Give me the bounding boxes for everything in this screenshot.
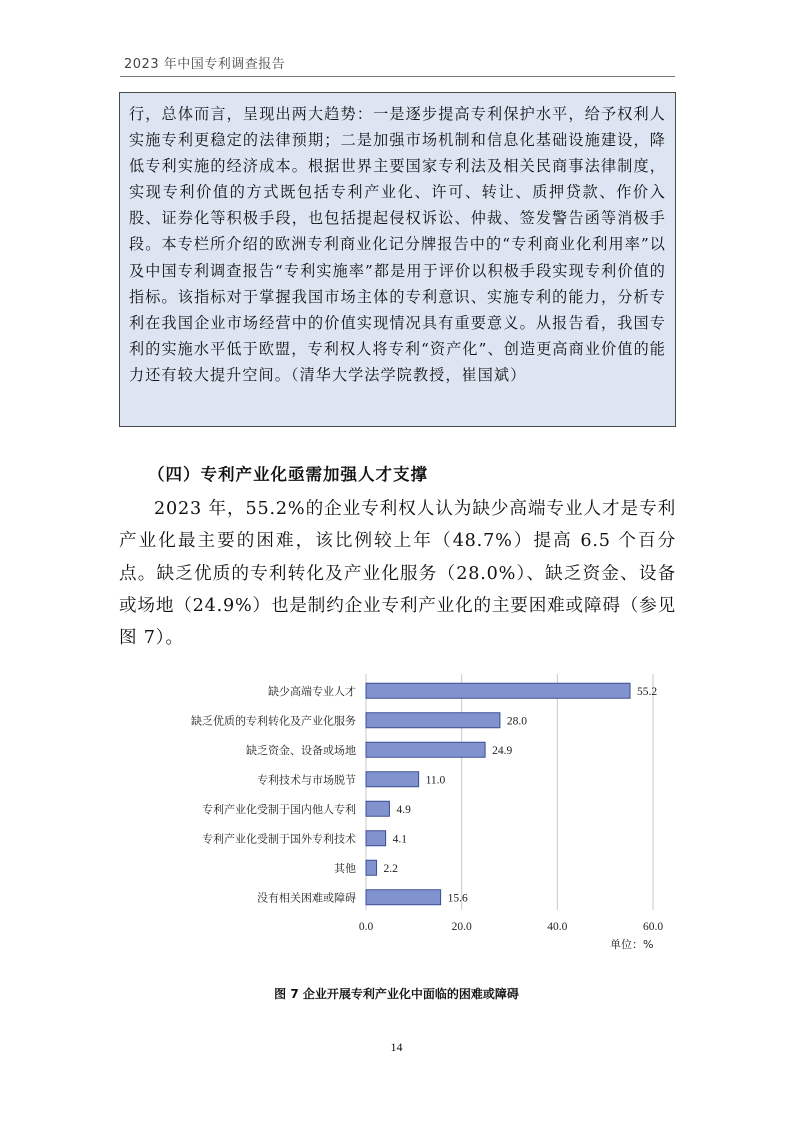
page-header: 2023 年中国专利调查报告 [124,57,286,72]
category-label-6: 其他 [334,861,356,875]
category-label-5: 专利产业化受制于国外专利技术 [202,832,356,846]
category-label-2: 缺乏资金、设备或场地 [246,743,356,757]
category-label-0: 缺少高端专业人才 [268,684,356,698]
bar-2 [366,742,485,757]
bar-4 [366,801,389,816]
value-label-3: 11.0 [425,774,446,787]
value-label-1: 28.0 [506,715,528,728]
bar-1 [366,713,500,728]
chart-unit-label: 单位：% [610,938,654,951]
value-label-7: 15.6 [447,892,468,905]
x-tick-label-0: 0.0 [358,921,374,933]
x-tick-label-1: 20.0 [451,921,472,933]
bar-0 [366,683,630,698]
value-label-5: 4.1 [392,833,407,846]
category-label-3: 专利技术与市场脱节 [257,773,356,787]
x-tick-label-3: 60.0 [642,921,664,933]
body-paragraph: 2023 年，55.2%的企业专利权人认为缺少高端专业人才是专利产业化最主要的困难，该比例较上年（48.7%）提高 6.5 个百分点。缺乏优质的专利转化及产业化服务（28.0%）、缺乏资金、设备或场地（24.9%）也是制约企业专利产业化的主要困难或障碍（参见图 7）。 [119,499,676,649]
category-label-7: 没有相关困难或障碍 [257,891,356,905]
value-label-6: 2.2 [383,862,398,875]
page-number: 14 [390,1040,403,1054]
commentary-text: 行，总体而言，呈现出两大趋势：一是逐步提高专利保护水平，给予权利人实施专利更稳定的法律预期；二是加强市场机制和信息化基础设施建设，降低专利实施的经济成本。根据世界主要国家专利法及相关民商事法律制度，实现专利价值的方式既包括专利产业化、许可、转让、质押贷款、作价入股、证券化等积极手段，也包括提起侵权诉讼、仲裁、签发警告函等消极手段。本专栏所介绍的欧洲专利商业化记分牌报告中的“专利商业化利用率”以及中国专利调查报告“专利实施率”都是用于评价以积极手段实现专利价值的指标。该指标对于掌握我国市场主体的专利意识、实施专利的能力，分析专利在我国企业市场经营中的价值实现情况具有重要意义。从报告看，我国专利的实施水平低于欧盟，专利权人将专利“资产化”、创造更高商业价值的能力还有较大提升空间。（清华大学法学院教授，崔国斌） [129,105,666,384]
value-label-2: 24.9 [492,744,513,757]
bar-5 [366,831,386,846]
chart-category-labels [191,684,356,905]
section-heading: （四）专利产业化亟需加强人才支撑 [148,465,428,484]
bar-7 [366,890,441,905]
value-label-4: 4.9 [396,803,411,816]
bar-6 [366,860,377,875]
category-label-1: 缺乏优质的专利转化及产业化服务 [191,714,356,728]
chart-grid [366,674,653,910]
x-tick-label-2: 40.0 [547,921,568,933]
category-label-4: 专利产业化受制于国内他人专利 [202,802,356,816]
chart-bars [366,683,630,905]
value-label-0: 55.2 [637,685,658,698]
figure-caption: 图 7 企业开展专利产业化中面临的困难或障碍 [274,987,519,1001]
chart-x-ticks [359,921,664,933]
bar-3 [366,772,419,787]
